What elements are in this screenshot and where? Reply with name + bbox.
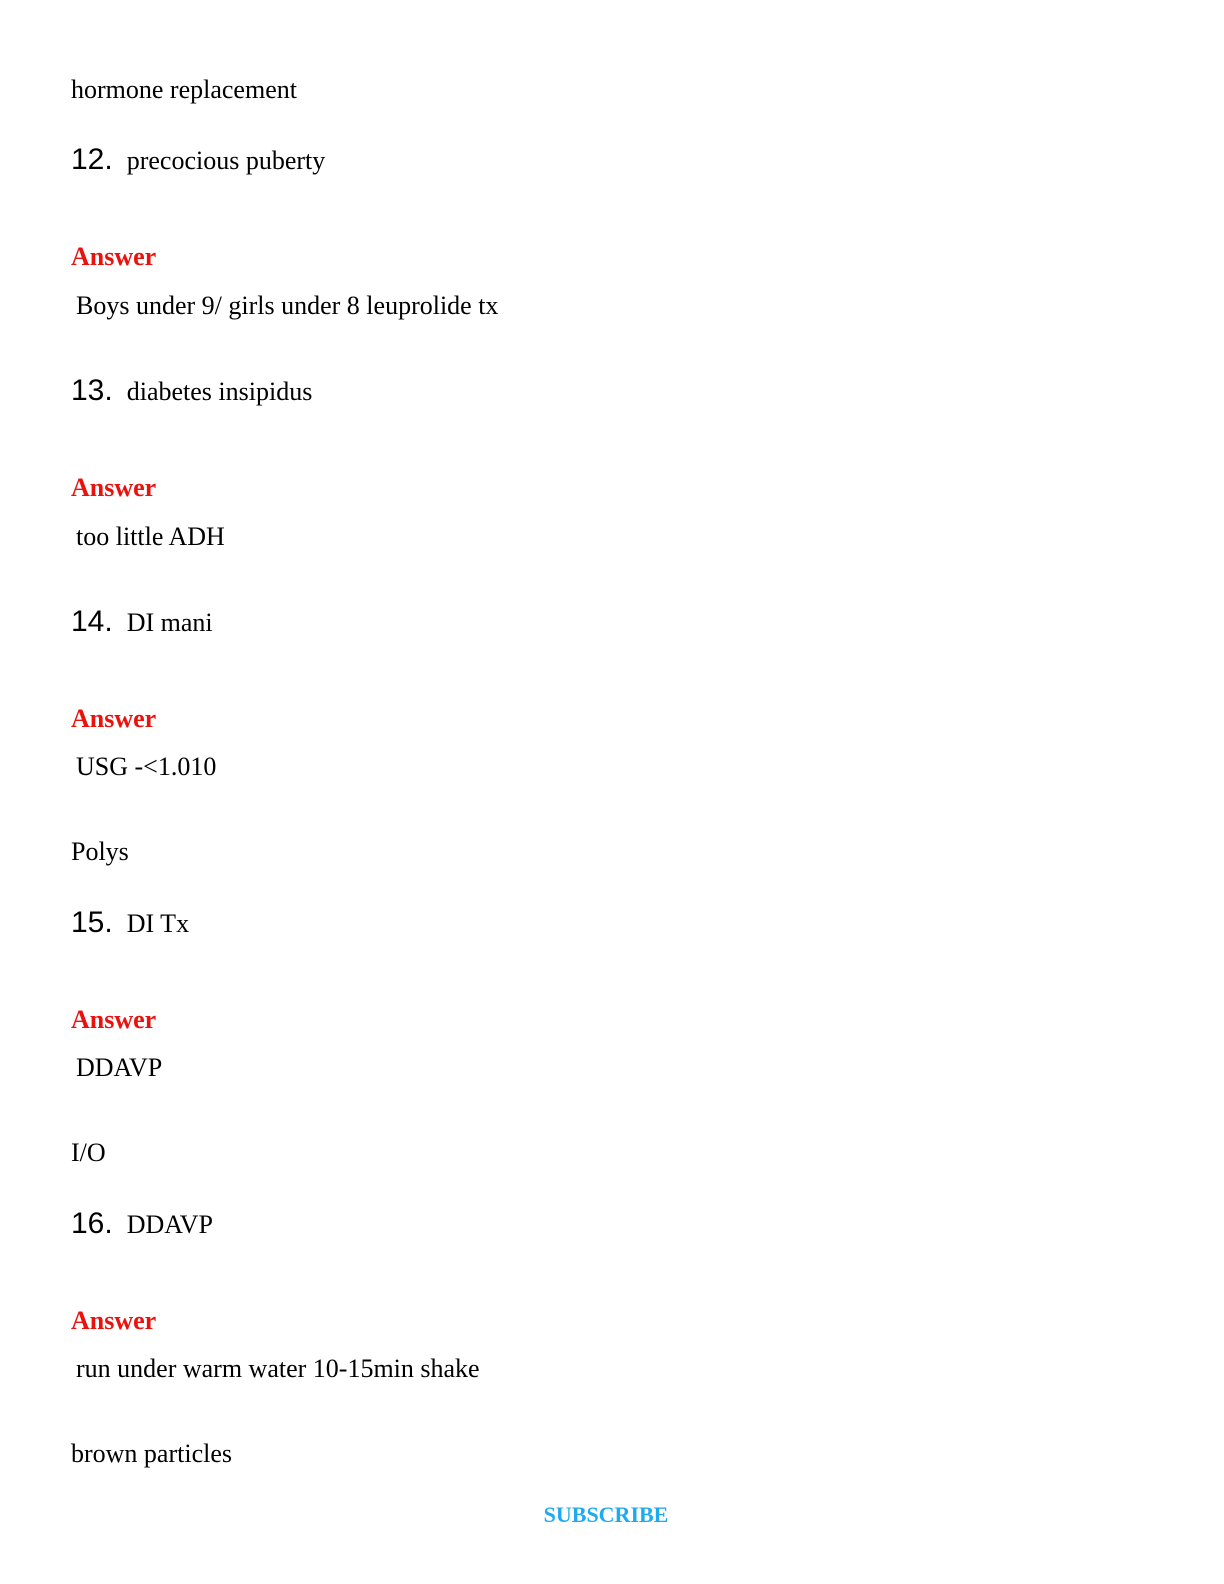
question-number: 16. (71, 1207, 113, 1240)
answer-text: USG -<1.010 (76, 752, 217, 781)
answer-label: Answer (71, 242, 157, 271)
question-text: DDAVP (126, 1210, 213, 1239)
answer-text: Boys under 9/ girls under 8 leuprolide tx (76, 291, 499, 320)
question-number: 12. (71, 143, 113, 176)
question-12 (71, 145, 325, 176)
subscribe-link[interactable]: SUBSCRIBE (543, 1502, 669, 1527)
question-number: 15. (71, 906, 113, 939)
intro-text: hormone replacement (71, 75, 297, 104)
question-text: diabetes insipidus (126, 377, 313, 406)
answer-text: DDAVP (76, 1053, 163, 1082)
question-15 (71, 908, 189, 939)
question-text: DI mani (126, 608, 213, 637)
question-text: DI Tx (126, 909, 190, 938)
answer-label: Answer (71, 473, 157, 502)
answer-extra-text: Polys (71, 837, 129, 866)
question-number: 13. (71, 374, 113, 407)
answer-text: run under warm water 10-15min shake (76, 1354, 480, 1383)
answer-extra-text: brown particles (71, 1439, 233, 1468)
answer-text: too little ADH (76, 522, 225, 551)
answer-label: Answer (71, 1005, 157, 1034)
question-number: 14. (71, 605, 113, 638)
question-13 (71, 376, 312, 407)
answer-extra-text: I/O (71, 1138, 106, 1167)
answer-label: Answer (71, 1306, 157, 1335)
question-14 (71, 607, 213, 638)
question-16 (71, 1209, 213, 1240)
answer-label: Answer (71, 704, 157, 733)
question-text: precocious puberty (126, 146, 326, 175)
